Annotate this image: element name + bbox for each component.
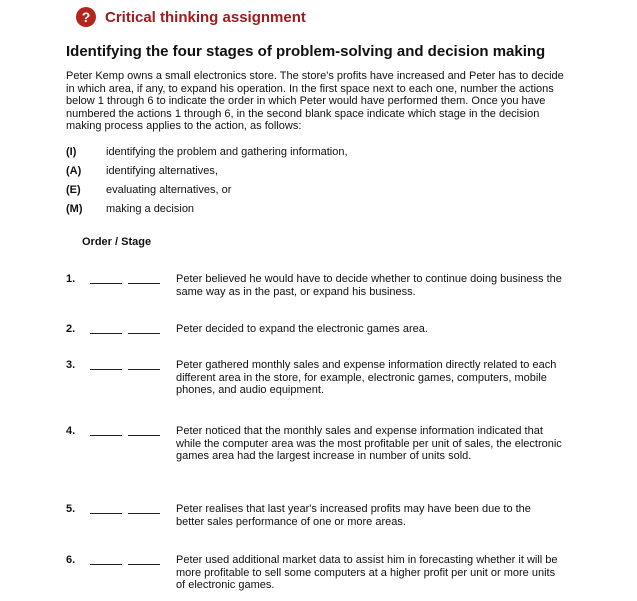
stage-blank[interactable] [128, 283, 160, 284]
legend-code: (M) [66, 203, 83, 215]
question-item-2 [66, 323, 562, 336]
intro-paragraph: Peter Kemp owns a small electronics store. The store's profits have increased and Peter has to decide in which area, if any, to expand his operation. In the first space next to each one, number the actions below 1 through 6 to indicate the order in which Peter would have performed them. Once you have numbered the actions 1 through 6, in the second blank space indicate which stage in the decision making process applies to the action, as follows: [66, 70, 564, 133]
question-item-6 [66, 554, 562, 592]
order-blank[interactable] [90, 333, 122, 334]
order-blank[interactable] [90, 283, 122, 284]
question-number: 5. [66, 503, 76, 515]
legend-text: identifying alternatives, [106, 165, 218, 177]
legend-item [66, 184, 348, 203]
order-blank[interactable] [90, 435, 122, 436]
legend-code: (E) [66, 184, 81, 196]
order-blank[interactable] [90, 513, 122, 514]
question-number: 6. [66, 554, 76, 566]
order-blank[interactable] [90, 564, 122, 565]
answer-blanks [90, 554, 176, 565]
order-stage-heading: Order / Stage [82, 236, 152, 248]
question-item-1 [66, 273, 562, 298]
question-item-5 [66, 503, 562, 528]
legend-item [66, 203, 348, 222]
stage-blank[interactable] [128, 564, 160, 565]
assignment-header [76, 6, 306, 28]
question-text: Peter decided to expand the electronic games area. [176, 323, 428, 335]
answer-blanks [90, 425, 176, 436]
question-item-4 [66, 425, 562, 463]
question-icon: ? [76, 7, 96, 27]
question-text: Peter realises that last year's increased profits may have been due to the better sales performance of one or more areas. [176, 503, 531, 528]
question-number: 1. [66, 273, 76, 285]
legend-item [66, 165, 348, 184]
question-number: 2. [66, 323, 76, 335]
question-text: Peter believed he would have to decide whether to continue doing business the same way as in the past, or expand his business. [176, 273, 562, 298]
stage-blank[interactable] [128, 369, 160, 370]
legend-code: (I) [66, 146, 77, 158]
stage-blank[interactable] [128, 513, 160, 514]
legend-text: identifying the problem and gathering information, [106, 146, 348, 158]
assignment-title: Critical thinking assignment [105, 8, 306, 26]
stage-blank[interactable] [128, 435, 160, 436]
stage-legend [66, 146, 348, 222]
question-text: Peter gathered monthly sales and expense information directly related to each different area in the store, for example, electronic games, computers, mobile phones, and audio equipment. [176, 359, 557, 397]
legend-code: (A) [66, 165, 82, 177]
legend-text: evaluating alternatives, or [106, 184, 232, 196]
answer-blanks [90, 503, 176, 514]
stage-blank[interactable] [128, 333, 160, 334]
answer-blanks [90, 273, 176, 284]
legend-item [66, 146, 348, 165]
question-text: Peter used additional market data to assist him in forecasting whether it will be more profitable to sell some computers at a higher profit per unit or more units of electronic games. [176, 554, 558, 592]
order-blank[interactable] [90, 369, 122, 370]
answer-blanks [90, 359, 176, 370]
question-item-3 [66, 359, 562, 397]
page-heading: Identifying the four stages of problem-solving and decision making [66, 43, 546, 60]
legend-text: making a decision [106, 203, 195, 215]
question-number: 4. [66, 425, 76, 437]
question-text: Peter noticed that the monthly sales and expense information indicated that while the computer area was the most profitable per unit of sales, the electronic games area had the largest increase in number of units sold. [176, 425, 562, 463]
answer-blanks [90, 323, 176, 334]
question-number: 3. [66, 359, 76, 371]
